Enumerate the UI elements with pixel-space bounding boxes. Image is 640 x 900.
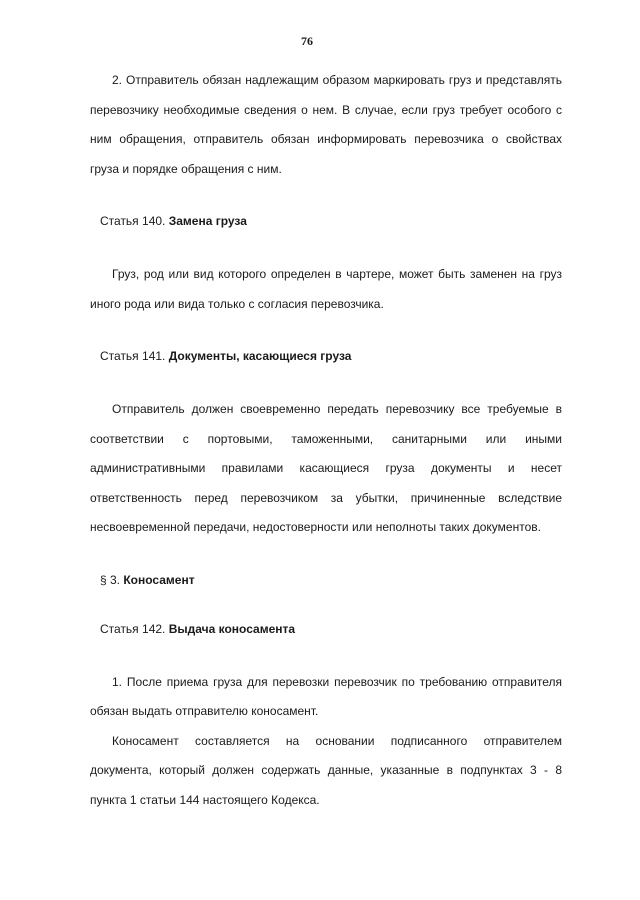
article-141-heading — [90, 346, 562, 366]
article-141-number: Статья 141. — [100, 349, 166, 363]
paragraph-cargo-documents: Отправитель должен своевременно передать перевозчику все требуемые в соответствии с портовыми, таможенными, санитарными или иными административными правилами касающиеся груза документы и несет ответственность перед перевозчиком за убытки, причиненные вследствие несвоевременной передачи, недостоверности или неполноты таких документов. — [90, 402, 562, 534]
article-141-title: Документы, касающиеся груза — [168, 349, 352, 363]
page-number: 76 — [301, 34, 313, 48]
paragraph-bill-issue: 1. После приема груза для перевозки перевозчик по требованию отправителя обязан выдать отправителю коносамент. — [90, 674, 562, 718]
section-3-title: Коносамент — [123, 572, 195, 587]
section-3-heading — [90, 570, 562, 590]
article-142-title: Выдача коносамента — [168, 621, 296, 636]
paragraph-bill-basis: Коносамент составляется на основании подписанного отправителем документа, который должен содержать данные, указанные в подпунктах 3 - 8 пункта 1 статьи 144 настоящего Кодекса. — [90, 733, 562, 807]
article-140-heading — [90, 211, 562, 231]
paragraph-shipper-obligations: 2. Отправитель обязан надлежащим образом маркировать груз и представлять перевозчику необходимые сведения о нем. В случае, если груз требует особого с ним обращения, отправитель обязан информировать перевозчика о свойствах груза и порядке обращения с ним. — [90, 73, 562, 176]
article-142-number: Статья 142. — [100, 621, 166, 636]
article-140-title: Замена груза — [168, 214, 247, 228]
article-140-number: Статья 140. — [100, 214, 166, 228]
article-142-heading — [90, 619, 562, 639]
document-body — [90, 66, 562, 815]
paragraph-cargo-replacement: Груз, род или вид которого определен в чартере, может быть заменен на груз иного рода или вида только с согласия перевозчика. — [90, 267, 562, 311]
section-3-number: § 3. — [100, 572, 121, 587]
